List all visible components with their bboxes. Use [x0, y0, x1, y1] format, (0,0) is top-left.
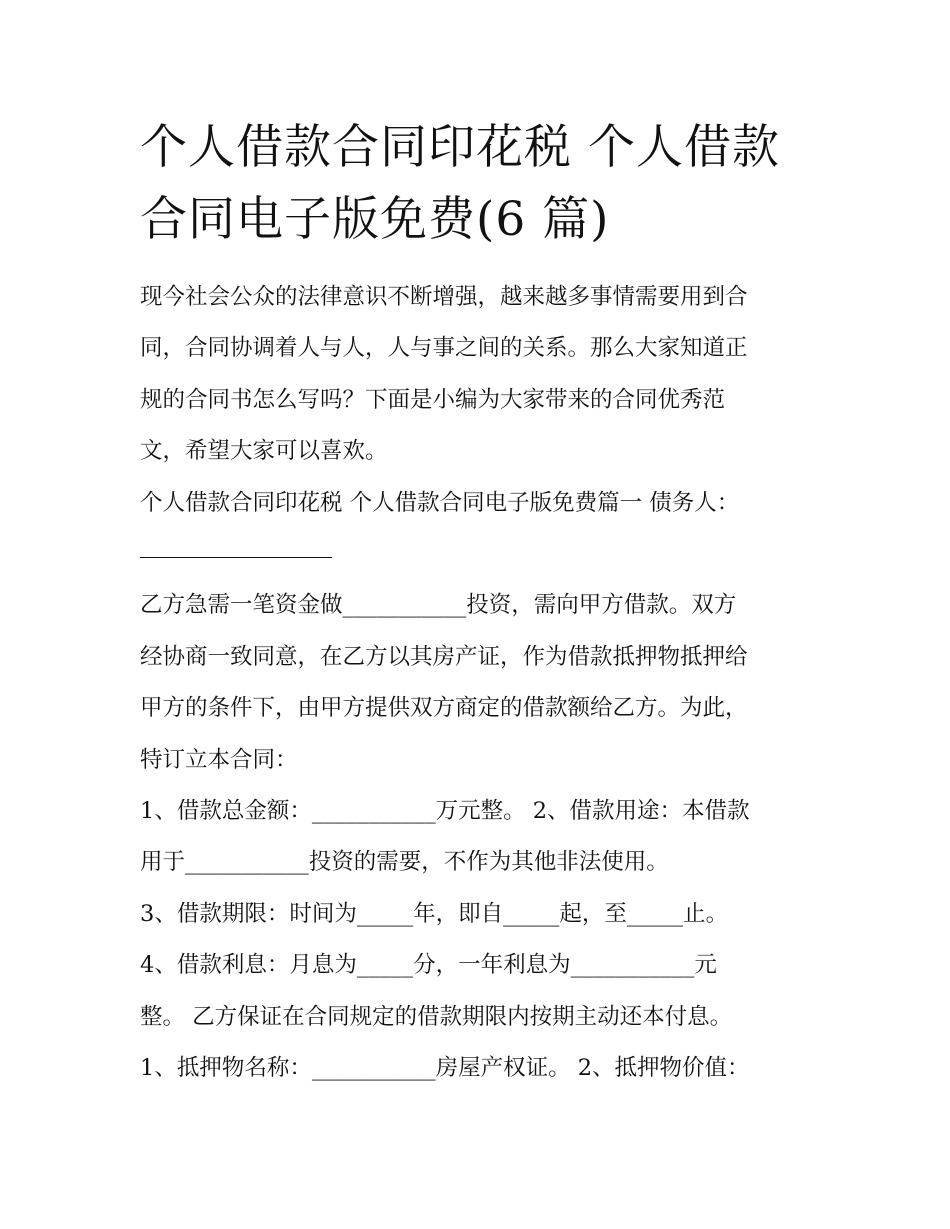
underline-rule [140, 557, 332, 558]
document-title: 个人借款合同印花税 个人借款 合同电子版免费(6 篇) [140, 120, 780, 247]
contract-preamble: 乙方急需一笔资金做___________投资，需向甲方借款。双方 经协商一致同意，在乙方以其房产证，作为借款抵押物抵押给 甲方的条件下，由甲方提供双方商定的借款额给乙方。为此， 特订立本合同： [140, 592, 748, 773]
clause-term: 3、借款期限：时间为_____年，即自_____起，至_____止。 [140, 900, 729, 927]
clause-collateral: 1、抵押物名称：___________房屋产权证。 2、抵押物价值： [140, 1055, 750, 1082]
document-body [140, 272, 840, 1094]
clause-interest: 4、借款利息：月息为_____分，一年利息为___________元 整。 乙方保证在合同规定的借款期限内按期主动还本付息。 [140, 952, 733, 1030]
clause-amount-purpose: 1、借款总金额：___________万元整。 2、借款用途：本借款 用于___________投资的需要，不作为其他非法使用。 [140, 798, 750, 876]
intro-paragraph: 现今社会公众的法律意识不断增强，越来越多事情需要用到合 同，合同协调着人与人，人与事之间的关系。那么大家知道正 规的合同书怎么写吗？下面是小编为大家带来的合同优秀范 文，希望大家可以喜欢。 [140, 284, 748, 465]
section-heading-paragraph: 个人借款合同印花税 个人借款合同电子版免费篇一 债务人： [140, 489, 740, 516]
debtor-blank-line [140, 529, 840, 580]
